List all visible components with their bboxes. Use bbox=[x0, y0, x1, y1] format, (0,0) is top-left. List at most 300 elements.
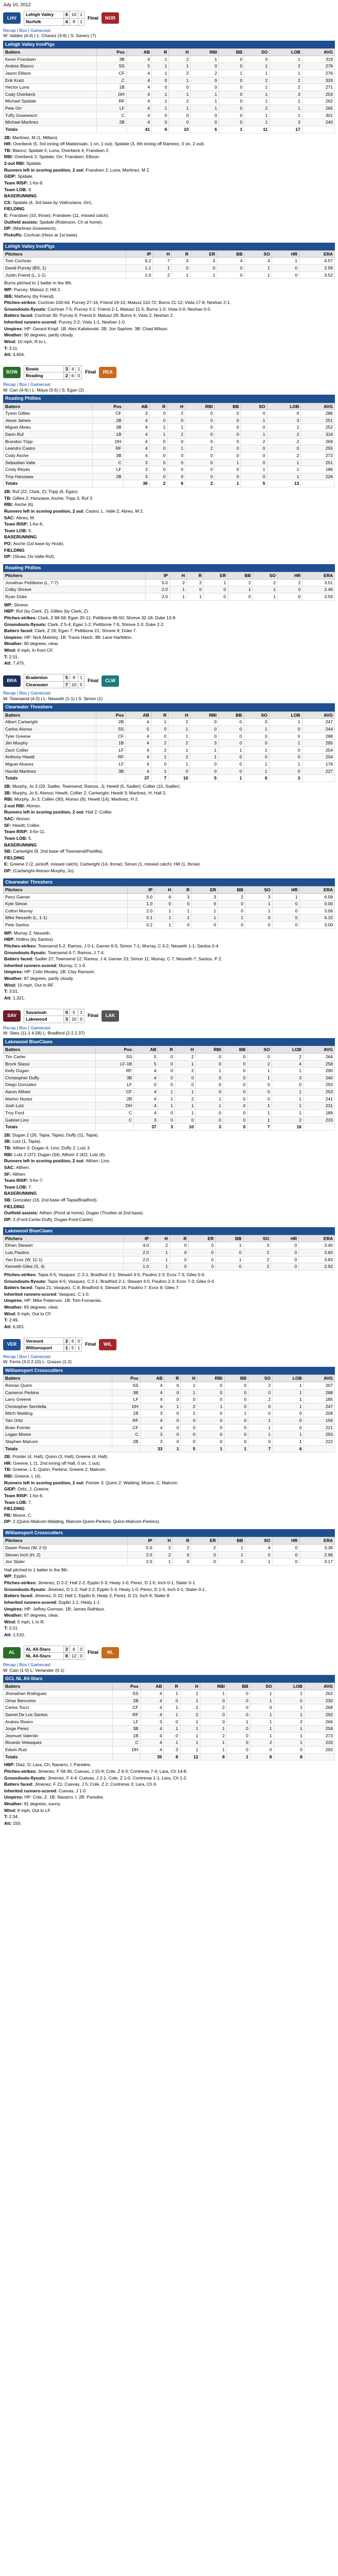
player-name[interactable]: Troy Hanzawa bbox=[4, 473, 93, 480]
player-name[interactable]: Stephen Malcom bbox=[4, 1438, 112, 1445]
column-header: R bbox=[151, 711, 168, 719]
player-name[interactable]: Edwin Ruiz bbox=[4, 1747, 113, 1754]
stat-cell: 0 bbox=[181, 1396, 197, 1403]
player-name[interactable]: Tuffy Gosewisch bbox=[4, 112, 97, 119]
stat-cell: 4 bbox=[126, 719, 151, 726]
table-row bbox=[4, 775, 335, 782]
away-runs: 5 bbox=[64, 674, 70, 681]
stat-cell: 2 bbox=[170, 579, 187, 586]
note-label: FIELDING bbox=[4, 855, 25, 860]
stat-cell: 1 bbox=[244, 761, 269, 768]
note-label: Team LOB: bbox=[4, 835, 29, 841]
away-team-logo: LHV bbox=[3, 12, 21, 24]
player-name[interactable]: Michael Martinez bbox=[4, 119, 97, 126]
stat-cell: 0 bbox=[267, 445, 301, 452]
table-row bbox=[4, 1690, 335, 1698]
player-name[interactable]: Cameron Perkins bbox=[4, 1389, 112, 1396]
player-name[interactable]: Brock Stassi bbox=[4, 1060, 96, 1067]
stat-cell: 0 bbox=[218, 922, 245, 929]
player-name[interactable]: David Purcey (BS, 1) bbox=[4, 265, 126, 272]
stat-cell: 2 bbox=[278, 579, 302, 586]
game-links[interactable]: Recap | Box | Gamecast bbox=[3, 1662, 50, 1667]
stat-cell: 0 bbox=[196, 1081, 223, 1089]
stat-cell: 0 bbox=[155, 901, 173, 908]
note-line bbox=[4, 1324, 334, 1330]
player-name[interactable]: Tyler Greene bbox=[4, 733, 96, 740]
stat-cell: 0 bbox=[185, 438, 214, 445]
home-team-name[interactable]: Clearwater bbox=[24, 681, 64, 688]
home-team-name[interactable]: Norfolk bbox=[24, 18, 64, 25]
table-row bbox=[4, 272, 335, 279]
player-name[interactable]: Totals bbox=[4, 126, 97, 133]
player-name[interactable]: Sebastian Valle bbox=[4, 459, 93, 466]
player-name[interactable]: Miguel Alvarez bbox=[4, 761, 96, 768]
player-name[interactable]: Jorge Perez bbox=[4, 1725, 113, 1733]
stat-cell: RF bbox=[112, 1711, 140, 1718]
game-links[interactable]: Recap | Box | Gamecast bbox=[3, 1353, 50, 1359]
player-name[interactable]: Yan Ortiz bbox=[4, 1417, 112, 1425]
stat-cell: LF bbox=[96, 747, 126, 754]
table-row bbox=[4, 1739, 335, 1747]
stat-cell: 0 bbox=[197, 1410, 225, 1417]
stat-cell: 1 bbox=[227, 1718, 250, 1725]
stat-cell: 0 bbox=[158, 1053, 175, 1060]
player-name[interactable]: Justin Friend (L, 1-1) bbox=[4, 272, 126, 279]
stat-cell: 251 bbox=[301, 459, 335, 466]
column-header: Pitchers bbox=[4, 886, 128, 893]
column-header: ER bbox=[204, 572, 228, 580]
away-runs: 0 bbox=[64, 1009, 70, 1016]
player-name[interactable]: Jesmuel Valentin bbox=[4, 1732, 113, 1739]
stat-cell: 3 bbox=[140, 1718, 164, 1725]
away-team-name[interactable]: Vermont bbox=[24, 1337, 64, 1345]
stat-cell: 3 bbox=[245, 893, 273, 901]
note-line bbox=[4, 1801, 334, 1807]
stat-cell: 2.96 bbox=[299, 1551, 334, 1558]
note-text: Ruf (by Clark, Z); Gillies (by Clark, Z). bbox=[16, 608, 89, 614]
table-row bbox=[4, 84, 335, 91]
stat-cell: 0 bbox=[151, 77, 168, 84]
stat-cell: 0 bbox=[196, 1074, 223, 1081]
player-name[interactable]: Erik Kratz bbox=[4, 77, 97, 84]
stat-cell: 4 bbox=[140, 1697, 164, 1704]
player-name[interactable]: Logan Moore bbox=[4, 1431, 112, 1438]
stat-cell: 3 bbox=[267, 417, 301, 424]
player-name[interactable]: Steven Inch (H, 2) bbox=[4, 1551, 128, 1558]
column-header: R bbox=[172, 250, 190, 258]
stat-cell: 3.17 bbox=[299, 1558, 334, 1566]
note-line bbox=[4, 1493, 334, 1499]
stat-cell: 1 bbox=[244, 70, 269, 77]
stat-cell: 0.00 bbox=[299, 901, 334, 908]
table-row bbox=[4, 1389, 335, 1396]
note-line bbox=[4, 622, 334, 628]
note-text: Altherr 3; Dugan 4; Lino; Duffy 2; Lutz 3. bbox=[12, 1145, 91, 1150]
player-name[interactable]: Jon Slater bbox=[4, 1558, 128, 1566]
column-header: ER bbox=[189, 1235, 216, 1242]
stat-cell: 0 bbox=[223, 1109, 247, 1116]
player-name[interactable]: Totals bbox=[4, 775, 96, 782]
note-line bbox=[4, 654, 334, 660]
away-team-name[interactable]: Bowie bbox=[24, 365, 64, 372]
note-line bbox=[4, 1191, 334, 1196]
player-name[interactable]: Perci Garner bbox=[4, 893, 128, 901]
player-name[interactable]: Andres Blanco bbox=[4, 63, 97, 70]
stat-cell: 1 bbox=[197, 1403, 225, 1410]
stat-cell: 1 bbox=[274, 1711, 304, 1718]
stat-cell: 2 bbox=[168, 719, 190, 726]
stat-cell: 0 bbox=[267, 410, 301, 417]
home-team-name[interactable]: NL All-Stars bbox=[24, 1653, 64, 1660]
player-name[interactable]: Cristy Reyes bbox=[4, 466, 93, 473]
table-row bbox=[4, 1256, 335, 1263]
game-summary bbox=[3, 28, 335, 39]
player-name[interactable]: Colton Murray bbox=[4, 907, 128, 914]
stat-cell: 1 bbox=[274, 1690, 304, 1698]
stat-cell: 4 bbox=[126, 733, 151, 740]
note-label: HBP: bbox=[4, 1762, 16, 1768]
note-text: 5. bbox=[28, 528, 32, 533]
player-name[interactable]: Diego Gonzalez bbox=[4, 1081, 96, 1089]
away-linescore-row bbox=[24, 674, 84, 681]
stat-cell: 0 bbox=[223, 1053, 247, 1060]
note-text: 1-for-9. bbox=[29, 180, 44, 185]
note-line bbox=[4, 534, 334, 540]
section-title: Lakewood BlueClaws bbox=[3, 1038, 335, 1046]
note-line bbox=[4, 976, 334, 981]
stat-cell: 1 bbox=[219, 70, 244, 77]
stat-cell: 0 bbox=[214, 431, 241, 438]
stat-cell: 13 bbox=[267, 480, 301, 487]
stat-cell: 0 bbox=[151, 112, 168, 119]
stat-cell: 0 bbox=[164, 1424, 181, 1431]
player-name[interactable]: Roman Quinn bbox=[4, 1382, 112, 1389]
note-line bbox=[4, 1593, 334, 1599]
game-links[interactable]: Recap | Box | Gamecast bbox=[3, 382, 50, 387]
player-name[interactable]: Kelly Dugan bbox=[4, 1067, 96, 1075]
note-line bbox=[4, 200, 334, 206]
stat-cell: 5 bbox=[181, 1445, 197, 1452]
note-line bbox=[4, 521, 334, 527]
note-line bbox=[4, 982, 334, 988]
home-errors: 1 bbox=[78, 18, 84, 25]
stat-cell: 0 bbox=[273, 1417, 304, 1425]
note-label: 2B: bbox=[4, 1454, 13, 1460]
stat-cell: 1 bbox=[247, 1103, 272, 1110]
note-text: 87 degrees, clear. bbox=[24, 1613, 59, 1618]
note-line bbox=[4, 803, 334, 809]
player-name[interactable]: Jason Ellison bbox=[4, 70, 97, 77]
player-name[interactable]: Miguel Abreu bbox=[4, 424, 93, 431]
player-name[interactable]: Cody Overbeck bbox=[4, 91, 97, 98]
stat-cell: 3.06 bbox=[299, 907, 334, 914]
stat-cell: 0 bbox=[167, 417, 185, 424]
column-header: HR bbox=[278, 572, 302, 580]
player-name[interactable]: Andres Rivero bbox=[4, 1718, 113, 1725]
player-name[interactable]: Mike Nesseth (L, 1-1) bbox=[4, 914, 128, 922]
stat-cell: 2 bbox=[243, 1249, 271, 1257]
note-text: 1,510. bbox=[13, 1632, 25, 1637]
away-team-name[interactable]: Savannah bbox=[24, 1009, 64, 1016]
note-line bbox=[4, 1461, 334, 1466]
player-name[interactable]: Carlos Tocci bbox=[4, 1704, 113, 1711]
player-name[interactable]: Tyson Gillies bbox=[4, 410, 93, 417]
home-linescore-row bbox=[24, 1345, 82, 1352]
stat-cell: 1 bbox=[175, 1109, 195, 1116]
player-name[interactable]: Samel De Los Santos bbox=[4, 1711, 113, 1718]
player-name[interactable]: Leandro Castro bbox=[4, 445, 93, 452]
player-name[interactable]: Christopher Duffy bbox=[4, 1074, 96, 1081]
table-row bbox=[4, 1382, 335, 1389]
stat-cell: 271 bbox=[302, 84, 334, 91]
player-name[interactable]: Hector Luna bbox=[4, 84, 97, 91]
stat-cell: 5.0 bbox=[128, 893, 155, 901]
player-name[interactable]: Yan Ecox (W, 11-1) bbox=[4, 1256, 124, 1263]
stat-cell: 0 bbox=[218, 719, 244, 726]
stat-cell: 1.1 bbox=[126, 265, 153, 272]
stat-cell: 4 bbox=[123, 431, 149, 438]
stat-cell: 1 bbox=[180, 1697, 200, 1704]
note-line bbox=[4, 141, 334, 147]
player-name[interactable]: Colby Shreve bbox=[4, 586, 146, 594]
game-links[interactable]: Recap | Box | Gamecast bbox=[3, 27, 50, 33]
player-name[interactable]: Tim Carter bbox=[4, 1053, 96, 1060]
game-links[interactable]: Recap | Box | Gamecast bbox=[3, 690, 50, 696]
stat-cell: 295 bbox=[302, 740, 334, 747]
stat-cell: 250 bbox=[303, 1431, 334, 1438]
player-name[interactable]: Aaron Altherr bbox=[4, 1089, 96, 1096]
player-name[interactable]: Kyle Simon bbox=[4, 901, 128, 908]
stat-cell: 0 bbox=[191, 63, 219, 70]
player-name[interactable]: Albert Cartwright bbox=[4, 719, 96, 726]
table-row bbox=[4, 1718, 335, 1725]
stat-cell: 2 bbox=[272, 1116, 303, 1124]
player-name[interactable]: Jhonathan Rodriguez bbox=[4, 1690, 113, 1698]
column-header: SO bbox=[243, 1235, 271, 1242]
player-name[interactable]: Luis Paulino bbox=[4, 1249, 124, 1257]
game-notes bbox=[3, 1131, 335, 1225]
stat-cell: 0 bbox=[227, 1732, 250, 1739]
stat-cell: 1B bbox=[112, 1410, 140, 1417]
column-header: R bbox=[158, 1046, 175, 1054]
note-label: DP: bbox=[4, 226, 13, 231]
note-text: Purcey 2-2; Vista 1-1; Neshan 1-0. bbox=[58, 319, 126, 325]
note-text: Shreve. bbox=[13, 602, 29, 607]
stat-cell: 0 bbox=[217, 272, 244, 279]
stat-cell: 254 bbox=[302, 754, 334, 761]
stat-cell: 1 bbox=[273, 1396, 304, 1403]
game-links[interactable]: Recap | Box | Gamecast bbox=[3, 1025, 50, 1030]
home-linescore-row bbox=[24, 1653, 84, 1660]
note-line bbox=[4, 1480, 334, 1486]
player-name[interactable]: Troy Ford bbox=[4, 1109, 96, 1116]
note-label: Outfield assists: bbox=[4, 1210, 40, 1216]
stat-cell: 251 bbox=[301, 417, 335, 424]
stat-cell: 0 bbox=[241, 459, 267, 466]
player-name[interactable]: Zach Collier bbox=[4, 747, 96, 754]
game-summary bbox=[3, 1354, 335, 1365]
stat-cell: 0 bbox=[214, 410, 241, 417]
stat-cell: 1 bbox=[151, 719, 168, 726]
note-text: 3-for-11. bbox=[29, 829, 46, 835]
note-line bbox=[4, 784, 334, 789]
table-row bbox=[4, 733, 335, 740]
stat-cell: 4 bbox=[123, 424, 149, 431]
player-name[interactable]: Tom Cochran bbox=[4, 258, 126, 265]
stat-cell: 0 bbox=[217, 1558, 245, 1566]
stat-cell: 1 bbox=[167, 445, 185, 452]
away-team-logo: BOW bbox=[3, 367, 21, 378]
away-team-name[interactable]: Bradenton bbox=[24, 674, 64, 681]
player-name[interactable]: Totals bbox=[4, 480, 93, 487]
player-name[interactable]: Dawin Perez (W, 2-0) bbox=[4, 1544, 128, 1551]
stat-cell: 1 bbox=[244, 768, 269, 775]
stat-cell: 1 bbox=[191, 105, 219, 112]
player-name[interactable]: Gabriel Lino bbox=[4, 1116, 96, 1124]
player-name[interactable]: Anthony Hewitt bbox=[4, 754, 96, 761]
player-name[interactable]: Totals bbox=[4, 1124, 96, 1131]
stat-cell: 2 bbox=[180, 1704, 200, 1711]
note-label: HR: bbox=[4, 141, 13, 147]
stat-cell: 1 bbox=[244, 91, 269, 98]
stat-cell: 0 bbox=[158, 1081, 175, 1089]
stat-cell: 1 bbox=[180, 1732, 200, 1739]
note-line bbox=[4, 628, 334, 634]
section-title: Reading Phillies bbox=[3, 564, 335, 572]
stat-cell: 4 bbox=[126, 768, 151, 775]
player-name[interactable]: Jim Murphy bbox=[4, 740, 96, 747]
stat-cell: 1 bbox=[190, 754, 218, 761]
stat-cell: C bbox=[112, 1739, 140, 1747]
stat-cell: 1 bbox=[200, 1725, 226, 1733]
column-header: H bbox=[170, 572, 187, 580]
player-name[interactable]: Jesse James bbox=[4, 417, 93, 424]
stat-cell: 3.00 bbox=[299, 922, 334, 929]
stat-cell: 4 bbox=[126, 91, 151, 98]
player-name[interactable]: Larry Greene bbox=[4, 1396, 112, 1403]
stat-cell: 2 bbox=[167, 431, 185, 438]
stat-cell: 0 bbox=[278, 594, 302, 601]
player-name[interactable]: Omar Bencomo bbox=[4, 1697, 113, 1704]
stat-cell: 1B bbox=[97, 84, 126, 91]
stat-cell: 0 bbox=[219, 91, 244, 98]
note-label: Runners left in scoring position, 2 out: bbox=[4, 1480, 86, 1485]
stat-cell: 1 bbox=[269, 112, 302, 119]
player-name[interactable]: Brian Pointer bbox=[4, 1424, 112, 1431]
stat-cell: 4.0 bbox=[124, 1242, 151, 1249]
stat-cell: 2B bbox=[112, 1438, 140, 1445]
section-title: Lehigh Valley IronPigs bbox=[3, 243, 335, 250]
column-header: LOB bbox=[274, 1683, 304, 1690]
player-name[interactable]: Totals bbox=[4, 1753, 113, 1760]
player-name[interactable]: Kevin Frandsen bbox=[4, 56, 97, 63]
note-line bbox=[4, 956, 334, 962]
note-label: SAC: bbox=[4, 1164, 16, 1170]
stat-cell: 1 bbox=[244, 63, 269, 70]
game-status: Final bbox=[87, 1650, 98, 1655]
player-name[interactable]: Harold Martinez bbox=[4, 768, 96, 775]
player-name[interactable]: Kenneth Giles (S, 4) bbox=[4, 1263, 124, 1270]
stat-cell: 0 bbox=[248, 1389, 273, 1396]
stat-cell: 2 bbox=[185, 445, 214, 452]
player-name[interactable]: Cody Asche bbox=[4, 452, 93, 459]
stat-cell: 1 bbox=[151, 105, 168, 112]
player-name[interactable]: Darin Ruf bbox=[4, 431, 93, 438]
stat-cell: 4 bbox=[140, 1403, 164, 1410]
player-name[interactable]: Josh Lutz bbox=[4, 1103, 96, 1110]
stat-cell: 0 bbox=[218, 901, 245, 908]
note-line bbox=[4, 836, 334, 841]
away-team-name[interactable]: AL All-Stars bbox=[24, 1646, 64, 1653]
player-name[interactable]: Brandon Tripp bbox=[4, 438, 93, 445]
stat-cell: 1 bbox=[197, 1445, 225, 1452]
stat-cell: 0 bbox=[167, 473, 185, 480]
column-header: SO bbox=[247, 1046, 272, 1054]
player-name[interactable]: Totals bbox=[4, 1445, 112, 1452]
stat-cell bbox=[303, 1445, 334, 1452]
player-name[interactable]: Jonathan Pettibone (L, 7-7) bbox=[4, 579, 146, 586]
note-text: Hollins (by Santos). bbox=[16, 937, 54, 942]
player-name[interactable]: Carlos Alonso bbox=[4, 725, 96, 733]
player-name[interactable]: Marlon Nunez bbox=[4, 1095, 96, 1103]
note-line bbox=[4, 1165, 334, 1171]
player-name[interactable]: Christopher Serritella bbox=[4, 1403, 112, 1410]
home-team-name[interactable]: Lakewood bbox=[24, 1016, 64, 1023]
home-team-name[interactable]: Williamsport bbox=[24, 1345, 64, 1352]
stat-cell: 3B bbox=[93, 452, 124, 459]
player-name[interactable]: Ryan Duke bbox=[4, 594, 146, 601]
stat-cell: 1 bbox=[158, 1095, 175, 1103]
stat-cell: 0 bbox=[196, 1089, 223, 1096]
stat-cell: 17 bbox=[269, 126, 302, 133]
home-team-name[interactable]: Reading bbox=[24, 372, 64, 380]
player-name[interactable]: Ricardo Velasquez bbox=[4, 1739, 113, 1747]
stat-cell: 1 bbox=[267, 459, 301, 466]
stat-cell: 0 bbox=[164, 1697, 180, 1704]
stat-cell: 4 bbox=[140, 1382, 164, 1389]
stat-cell: 319 bbox=[302, 56, 334, 63]
table-row bbox=[4, 1053, 335, 1060]
stat-cell: 0 bbox=[185, 410, 214, 417]
player-name[interactable]: Mitch Walding bbox=[4, 1410, 112, 1417]
stat-cell: 262 bbox=[305, 1690, 335, 1698]
note-text: Cochran (Hess at 1st base). bbox=[24, 232, 79, 238]
stat-cell: 0 bbox=[245, 914, 273, 922]
column-header: RBI bbox=[185, 403, 214, 410]
away-team-name[interactable]: Lehigh Valley bbox=[24, 11, 64, 19]
stat-cell: 0 bbox=[271, 1242, 299, 1249]
stat-cell: 3B bbox=[96, 768, 126, 775]
pitcher-decisions: W: Cain (1-0) L: Verlander (0-1) bbox=[3, 1667, 64, 1673]
stat-cell: 1 bbox=[168, 761, 190, 768]
player-name[interactable]: Pete Orr bbox=[4, 105, 97, 112]
stat-cell: 0 bbox=[223, 1081, 247, 1089]
stat-cell: 3 bbox=[123, 459, 149, 466]
player-name[interactable]: Pete Santos bbox=[4, 922, 128, 929]
player-name[interactable]: Michael Spidale bbox=[4, 98, 97, 105]
note-label: T: bbox=[4, 654, 9, 659]
stat-cell: 0 bbox=[248, 1410, 273, 1417]
note-text: Jimenez, D 1-2; Hall 2-2; Epplin 5-3; Healy 1-0; Perez, D 1-5; Inch 0-1; Slater 0-1. bbox=[47, 1586, 206, 1592]
note-text: HP: Gerard Kropf. 1B: Alex Kalistevski. 2B: Jon Saphire. 3B: Chad Wilson. bbox=[24, 326, 168, 331]
column-header: AVG bbox=[303, 1046, 335, 1054]
stat-cell: 0 bbox=[250, 1704, 274, 1711]
stat-cell: 1.0 bbox=[128, 901, 155, 908]
player-name[interactable]: Ethan Stewart bbox=[4, 1242, 124, 1249]
stat-cell: 4 bbox=[245, 1544, 272, 1551]
column-header: H bbox=[169, 49, 191, 56]
note-line bbox=[4, 1311, 334, 1317]
